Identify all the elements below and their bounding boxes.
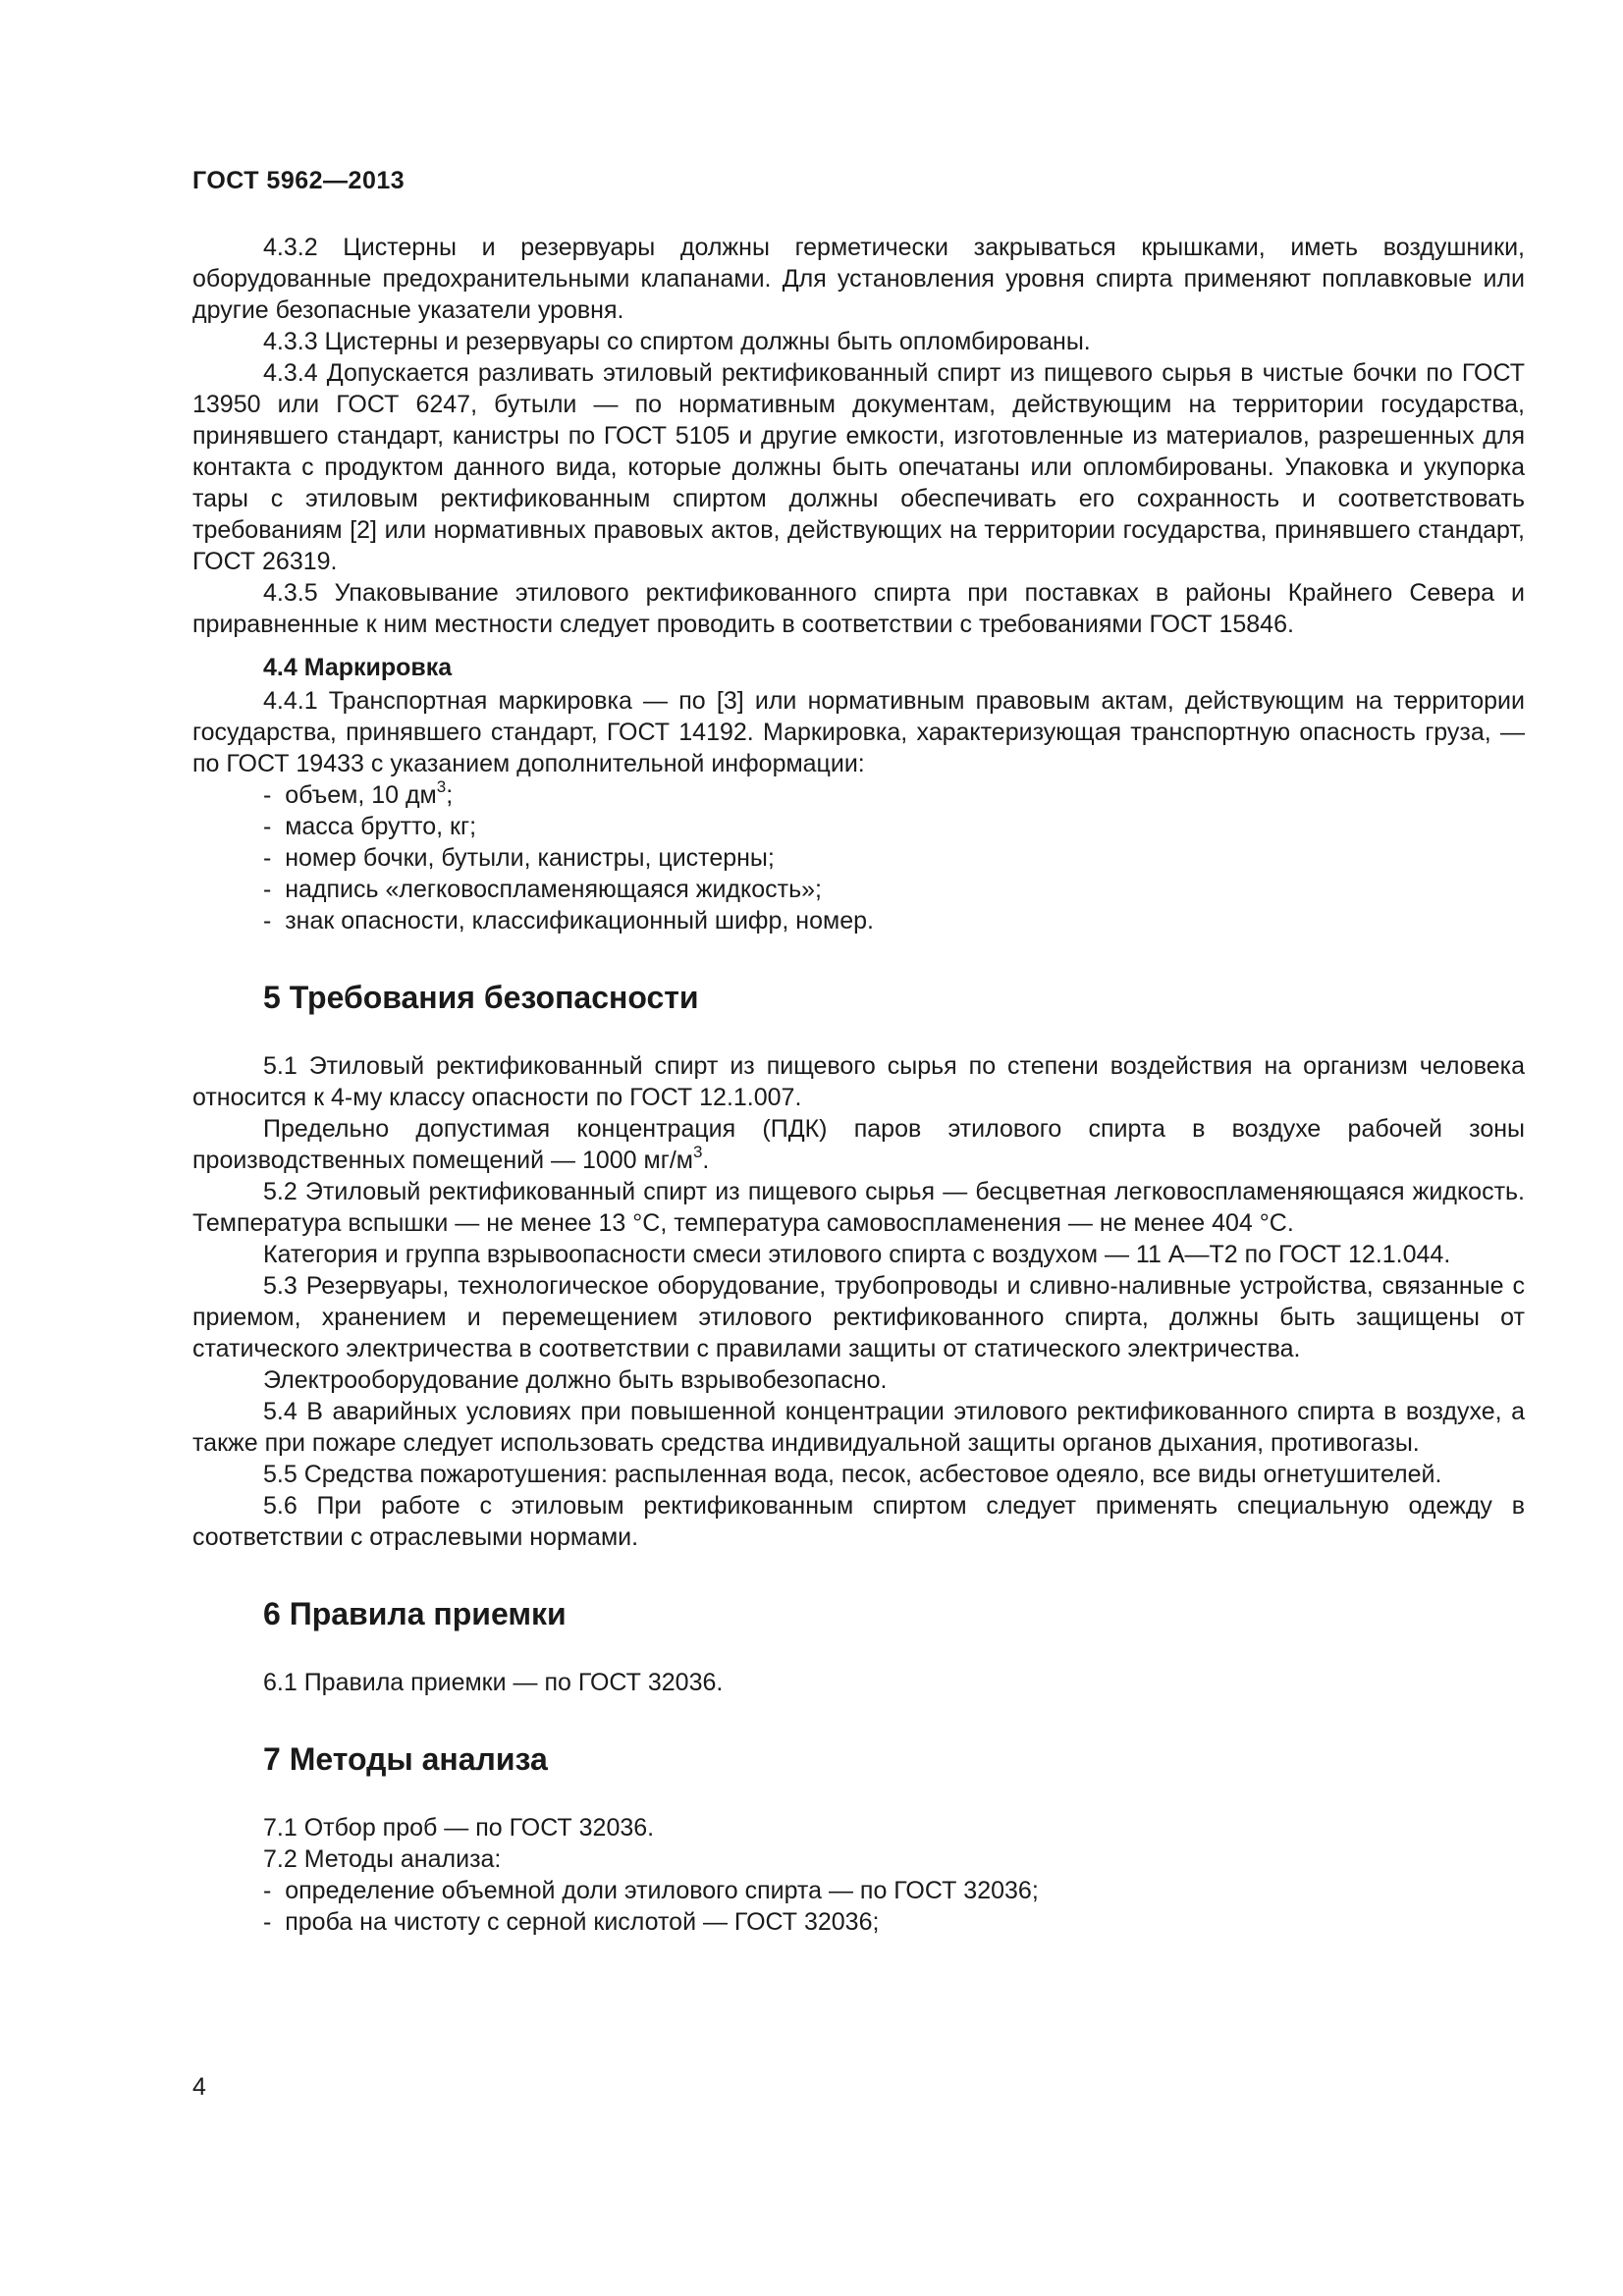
paragraph-4-3-3: 4.3.3 Цистерны и резервуары со спиртом должны быть опломбированы. <box>263 328 1091 355</box>
marking-info-list <box>192 776 1525 936</box>
document-code-header: ГОСТ 5962—2013 <box>192 167 406 194</box>
paragraph-4-3-4: 4.3.4 Допускается разливать этиловый ректификованный спирт из пищевого сырья в чистые бочки по ГОСТ 13950 или ГОСТ 6247, бутыли — по нормативным документам, действующим на территории государства, принявшего стандарт, канистры по ГОСТ 5105 и другие емкости, изготовленные из материалов, разрешенных для контакта с продуктом данного вида, которые должны быть опечатаны или опломбированы. Упаковка и укупорка тары с этиловым ректификованным спиртом должны обеспечивать его сохранность и соответствовать требованиям [2] или нормативных правовых актов, действующих на территории государства, принявшего стандарт, ГОСТ 26319. <box>192 359 1525 575</box>
paragraph-7-2: 7.2 Методы анализа: <box>263 1845 502 1873</box>
paragraph-5-6: 5.6 При работе с этиловым ректификованным спиртом следует применять специальную одежду в соответствии с отраслевыми нормами. <box>192 1492 1525 1551</box>
page-number: 4 <box>192 2073 206 2101</box>
section-heading-5: 5 Требования безопасности <box>263 980 699 1015</box>
list-item-label: - надпись «легковоспламеняющаяся жидкость»; <box>263 874 1525 905</box>
list-item-sign: - знак опасности, классификационный шифр, номер. <box>263 905 1525 936</box>
paragraph-5-4: 5.4 В аварийных условиях при повышенной концентрации этилового ректификованного спирта в воздухе, а также при пожаре следует использовать средства индивидуальной защиты органов дыхания, противогазы. <box>192 1398 1525 1457</box>
paragraph-4-3-5: 4.3.5 Упаковывание этилового ректификованного спирта при поставках в районы Крайнего Севера и приравненные к ним местности следует проводить в соответствии с требованиями ГОСТ 15846. <box>192 579 1525 638</box>
paragraph-7-1: 7.1 Отбор проб — по ГОСТ 32036. <box>263 1814 655 1842</box>
paragraph-4-3-2: 4.3.2 Цистерны и резервуары должны герметически закрываться крышками, иметь воздушники, оборудованные предохранительными клапанами. Для установления уровня спирта применяют поплавковые или другие безопасные указатели уровня. <box>192 234 1525 324</box>
paragraph-6-1: 6.1 Правила приемки — по ГОСТ 32036. <box>263 1669 724 1696</box>
list-item-volume-text: объем, 10 дм <box>285 781 437 809</box>
document-body <box>192 232 1525 1938</box>
paragraph-5-5: 5.5 Средства пожаротушения: распыленная вода, песок, асбестовое одеяло, все виды огнетушителей. <box>263 1461 1442 1488</box>
paragraph-5-2-category: Категория и группа взрывоопасности смеси этилового спирта с воздухом — 11 А—Т2 по ГОСТ 12.1.044. <box>263 1241 1451 1268</box>
paragraph-5-1-mac-text: Предельно допустимая концентрация (ПДК) паров этилового спирта в воздухе рабочей зоны производственных помещений — 1000 мг/м <box>192 1115 1525 1174</box>
paragraph-5-1-mac-end: . <box>702 1147 710 1174</box>
analysis-methods-list <box>192 1875 1525 1938</box>
list-item-number: - номер бочки, бутыли, канистры, цистерны; <box>263 842 1525 874</box>
paragraph-5-1: 5.1 Этиловый ректификованный спирт из пищевого сырья по степени воздействия на организм человека относится к 4-му классу опасности по ГОСТ 12.1.007. <box>192 1052 1525 1111</box>
superscript-cubed: 3 <box>692 1142 703 1161</box>
paragraph-5-2: 5.2 Этиловый ректификованный спирт из пищевого сырья — бесцветная легковоспламеняющаяся жидкость. Температура вспышки — не менее 13 °С, температура самовоспламенения — не менее 404 °С. <box>192 1178 1525 1237</box>
section-heading-7: 7 Методы анализа <box>263 1741 548 1777</box>
superscript-cubed: 3 <box>436 776 447 796</box>
paragraph-5-3: 5.3 Резервуары, технологическое оборудование, трубопроводы и сливно-наливные устройства, связанные с приемом, хранением и перемещением этилового ректификованного спирта, должны быть защищены от статического электричества в соответствии с правилами защиты от статического электричества. <box>192 1272 1525 1362</box>
paragraph-4-4-1: 4.4.1 Транспортная маркировка — по [3] или нормативным правовым актам, действующим на территории государства, принявшего стандарт, ГОСТ 14192. Маркировка, характеризующая транспортную опасность груза, — по ГОСТ 19433 с указанием дополнительной информации: <box>192 687 1525 777</box>
subsection-heading-4-4: 4.4 Маркировка <box>263 654 453 681</box>
list-item-volume-fraction: - определение объемной доли этилового спирта — по ГОСТ 32036; <box>263 1875 1525 1906</box>
list-item-mass: - масса брутто, кг; <box>263 811 1525 842</box>
list-item-purity-test: - проба на чистоту с серной кислотой — ГОСТ 32036; <box>263 1906 1525 1938</box>
list-item-volume <box>263 776 1525 811</box>
paragraph-5-1-mac <box>192 1113 1525 1176</box>
section-heading-6: 6 Правила приемки <box>263 1596 567 1631</box>
document-page <box>192 0 1525 2296</box>
paragraph-5-3-equipment: Электрооборудование должно быть взрывобезопасно. <box>263 1366 888 1394</box>
list-item-volume-end: ; <box>446 781 454 809</box>
